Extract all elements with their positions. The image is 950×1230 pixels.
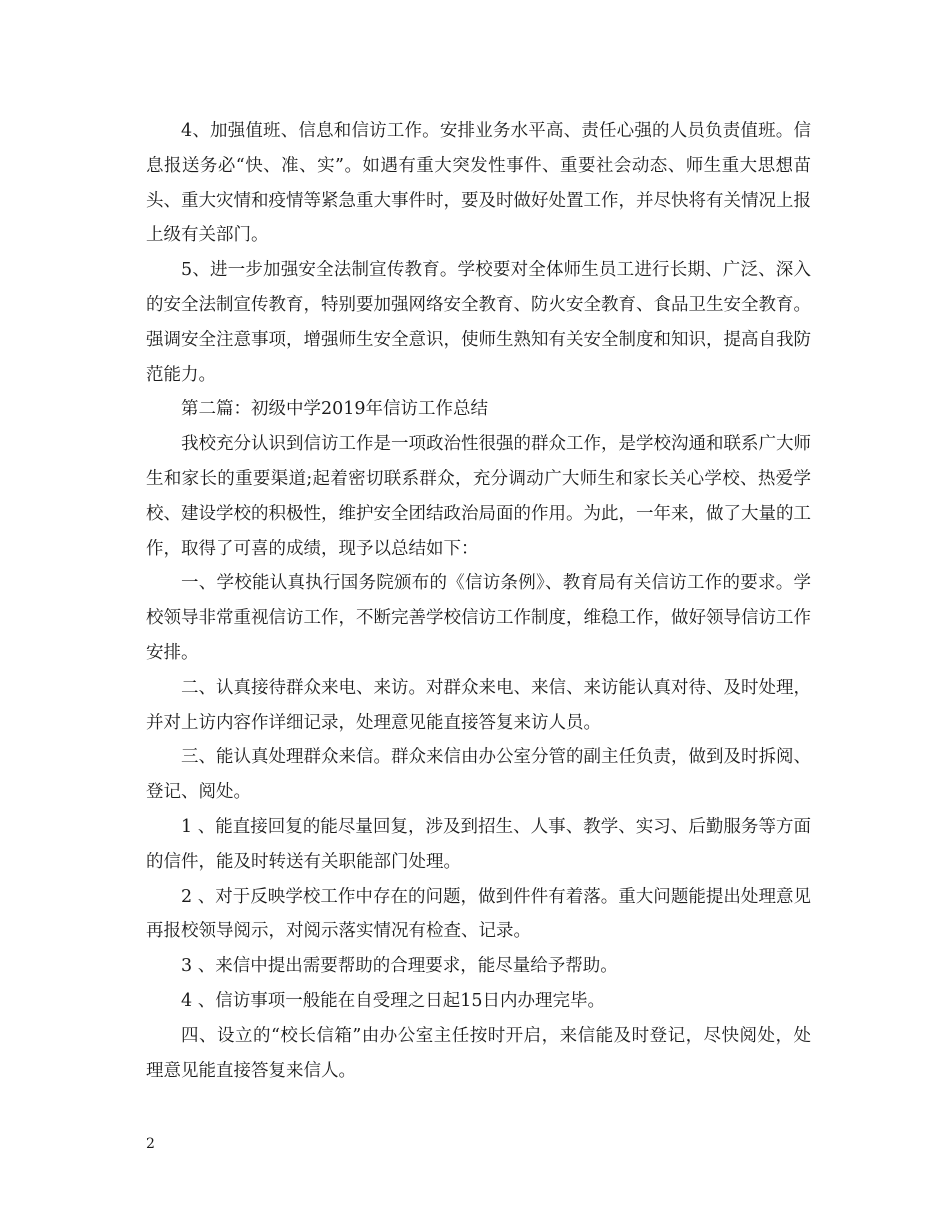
paragraph-point-2: 二、认真接待群众来电、来访。对群众来电、来信、来访能认真对待、及时处理，并对上访内容作详细记录，处理意见能直接答复来访人员。 <box>146 677 811 733</box>
section-title: 第二篇：初级中学2019年信访工作总结 <box>181 399 489 420</box>
paragraph-duty-info-petition: 4、加强值班、信息和信访工作。安排业务水平高、责任心强的人员负责值班。信息报送务必“快、准、实”。如遇有重大突发性事件、重要社会动态、师生重大思想苗头、重大灾情和疫情等紧急重大事件时，要及时做好处置工作，并尽快将有关情况上报上级有关部门。 <box>146 121 811 246</box>
paragraph-subpoint-4: 4 、信访事项一般能在自受理之日起15日内办理完毕。 <box>181 990 605 1011</box>
paragraph-safety-education: 5、进一步加强安全法制宣传教育。学校要对全体师生员工进行长期、广泛、深入的安全法制宣传教育，特别要加强网络安全教育、防火安全教育、食品卫生安全教育。强调安全注意事项，增强师生安全意识，使师生熟知有关安全制度和知识，提高自我防范能力。 <box>146 260 811 385</box>
paragraph-intro: 我校充分认识到信访工作是一项政治性很强的群众工作，是学校沟通和联系广大师生和家长的重要渠道;起着密切联系群众，充分调动广大师生和家长关心学校、热爱学校、建设学校的积极性，维护安全团结政治局面的作用。为此，一年来，做了大量的工作，取得了可喜的成绩，现予以总结如下： <box>146 434 811 559</box>
paragraph-point-3: 三、能认真处理群众来信。群众来信由办公室分管的副主任负责，做到及时拆阅、登记、阅处。 <box>146 747 811 803</box>
page-number: 2 <box>146 1136 155 1152</box>
paragraph-subpoint-2: 2 、对于反映学校工作中存在的问题，做到件件有着落。重大问题能提出处理意见再报校领导阅示，对阅示落实情况有检查、记录。 <box>146 886 811 942</box>
paragraph-point-1: 一、学校能认真执行国务院颁布的《信访条例》、教育局有关信访工作的要求。学校领导非常重视信访工作，不断完善学校信访工作制度，维稳工作，做好领导信访工作安排。 <box>146 573 811 663</box>
paragraph-point-4: 四、设立的“校长信箱”由办公室主任按时开启，来信能及时登记，尽快阅处，处理意见能直接答复来信人。 <box>146 1025 811 1081</box>
paragraph-subpoint-1: 1 、能直接回复的能尽量回复，涉及到招生、人事、教学、实习、后勤服务等方面的信件，能及时转送有关职能部门处理。 <box>146 816 811 872</box>
paragraph-subpoint-3: 3 、来信中提出需要帮助的合理要求，能尽量给予帮助。 <box>181 956 618 977</box>
document-body <box>146 114 811 1088</box>
